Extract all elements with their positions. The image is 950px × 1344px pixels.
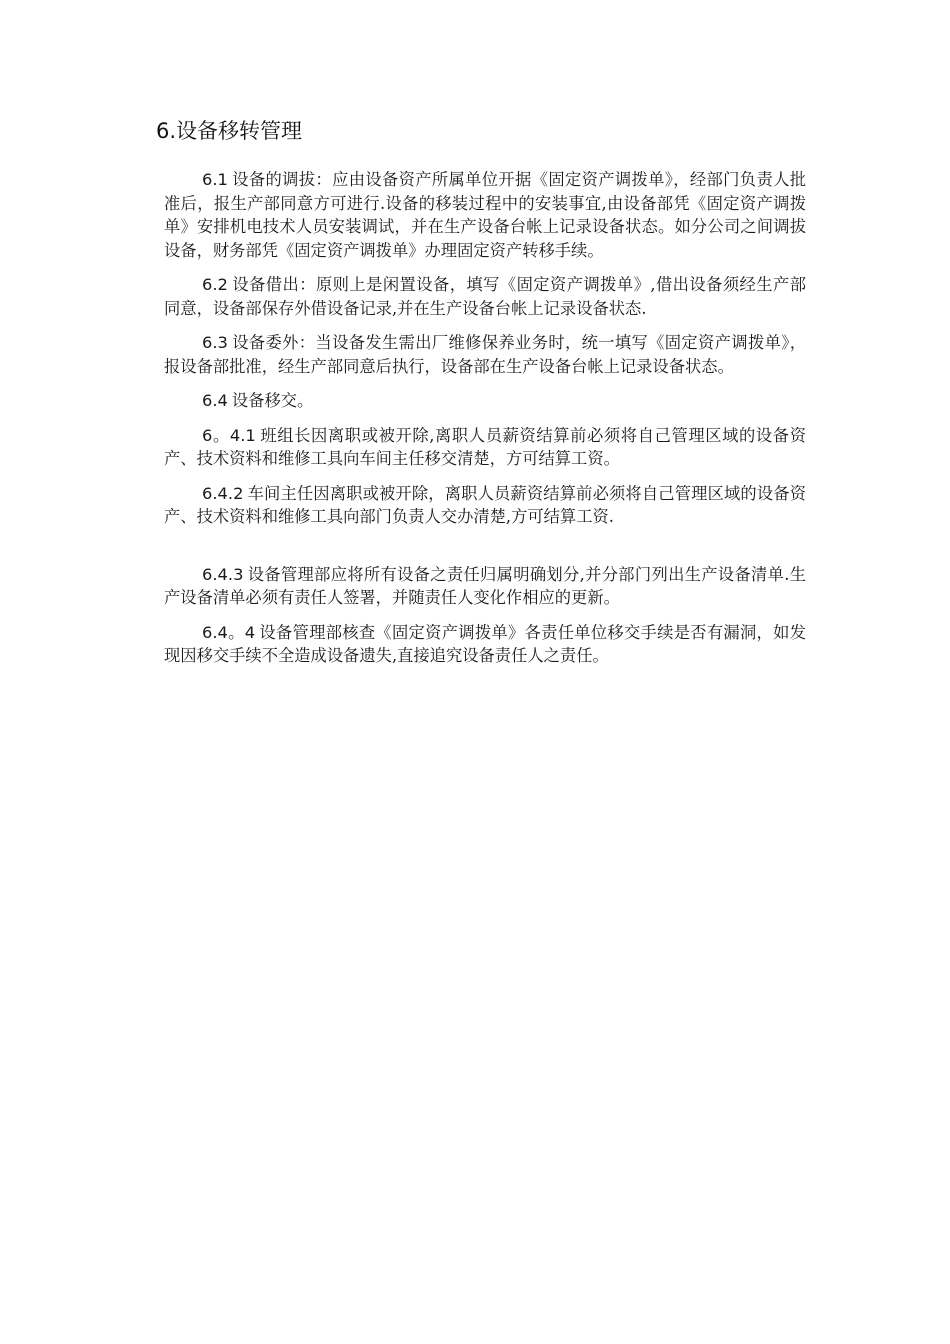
paragraph-text: 设备的调拔：应由设备资产所属单位开据《固定资产调拨单》，经部门负责人批准后，报生产部同意方可进行.设备的移装过程中的安装事宜,由设备部凭《固定资产调拨单》安排机电技术人员安装调试，并在生产设备台帐上记录设备状态。如分公司之间调拔设备，财务部凭《固定资产调拨单》办理固定资产转移手续。	[164, 170, 806, 260]
paragraph-number: 6.4	[202, 391, 228, 410]
paragraph-6-4	[164, 389, 806, 413]
paragraph-6-4-2	[164, 482, 806, 529]
paragraph-text: 设备管理部核查《固定资产调拨单》各责任单位移交手续是否有漏洞，如发现因移交手续不全造成设备遗失,直接追究设备责任人之责任。	[164, 622, 806, 665]
section-title: 6.设备移转管理	[156, 119, 303, 143]
paragraph-6-4-3	[164, 563, 806, 610]
paragraph-6-3	[164, 331, 806, 378]
paragraph-text: 设备委外：当设备发生需出厂维修保养业务时，统一填写《固定资产调拨单》，报设备部批准，经生产部同意后执行，设备部在生产设备台帐上记录设备状态。	[164, 333, 806, 376]
paragraph-6-1	[164, 168, 806, 262]
paragraph-number: 6.1	[202, 170, 228, 189]
paragraph-text: 设备移交。	[231, 391, 314, 410]
paragraph-6-4-4	[164, 621, 806, 668]
paragraph-number: 6.4.3	[202, 564, 244, 584]
paragraph-number: 6。4.1	[202, 425, 256, 445]
paragraph-number: 6.4.2	[202, 483, 244, 503]
paragraph-text: 班组长因离职或被开除,离职人员薪资结算前必须将自己管理区域的设备资产、技术资料和维修工具向车间主任移交清楚，方可结算工资。	[164, 425, 806, 468]
paragraph-6-4-1	[164, 424, 806, 471]
paragraph-text: 设备借出：原则上是闲置设备，填写《固定资产调拨单》,借出设备须经生产部同意，设备部保存外借设备记录,并在生产设备台帐上记录设备状态.	[164, 275, 806, 318]
paragraph-number: 6.2	[202, 275, 228, 294]
paragraph-text: 设备管理部应将所有设备之责任归属明确划分,并分部门列出生产设备清单.生产设备清单必须有责任人签署，并随责任人变化作相应的更新。	[164, 564, 806, 607]
section-body	[164, 168, 806, 679]
paragraph-number: 6.3	[202, 333, 228, 352]
paragraph-6-2	[164, 273, 806, 320]
paragraph-text: 车间主任因离职或被开除，离职人员薪资结算前必须将自己管理区域的设备资产、技术资料和维修工具向部门负责人交办清楚,方可结算工资.	[164, 483, 806, 526]
paragraph-number: 6.4。4	[202, 622, 256, 642]
